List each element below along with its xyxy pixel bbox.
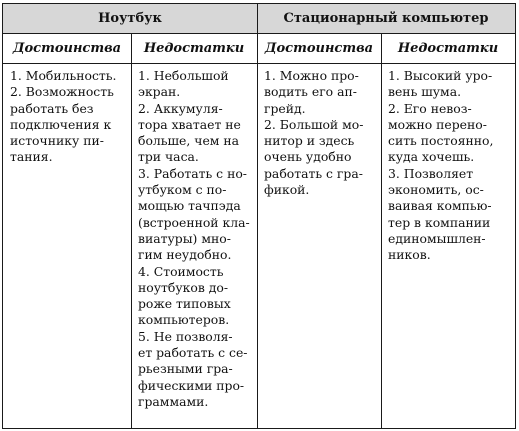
cell-laptop-cons <box>131 64 257 428</box>
cell-line: 4. Стоимость <box>138 263 224 279</box>
cell-line: ноутбуков до- <box>138 279 229 295</box>
subheader-laptop-cons: Недостатки <box>143 41 245 56</box>
cell-line: экран. <box>138 84 181 100</box>
cell-line: куда хочешь. <box>388 149 475 165</box>
cell-line: 1. Небольшой <box>138 68 229 83</box>
cell-line: экономить, ос- <box>388 182 484 198</box>
cell-desktop-cons <box>381 64 515 428</box>
cell-line: фикой. <box>264 182 310 198</box>
cell-line: 3. Позволяет <box>388 165 474 181</box>
cell-line: тания. <box>10 149 53 165</box>
cell-line: тора хватает не <box>138 116 241 132</box>
cell-line: рьезными гра- <box>138 361 233 377</box>
group-header-laptop: Ноутбук <box>98 11 162 26</box>
cell-line: больше, чем на <box>138 133 240 149</box>
cell-line: подключения к <box>10 116 112 132</box>
group-header-row <box>3 4 515 34</box>
cell-line: виатуры) мно- <box>138 230 231 246</box>
subheader-row <box>3 34 515 64</box>
cell-line: 1. Можно про- <box>264 68 359 83</box>
group-header-desktop: Стационарный компьютер <box>283 11 489 26</box>
cell-line: вень шума. <box>388 84 462 100</box>
cell-line: три часа. <box>138 149 199 165</box>
cell-line: нитор и здесь <box>264 133 355 149</box>
cell-line: водить его ап- <box>264 84 357 100</box>
cell-line: 5. Не позволя- <box>138 328 233 344</box>
cell-line: мощью тачпэда <box>138 198 241 214</box>
cell-line: роже типовых <box>138 296 231 312</box>
subheader-desktop-cons: Недостатки <box>397 41 499 56</box>
cell-line: граммами. <box>138 393 209 409</box>
cell-line: (встроенной кла- <box>138 214 250 230</box>
subheader-desktop-pros: Достоинства <box>264 41 374 56</box>
cell-line: 1. Мобильность. <box>10 68 117 83</box>
cell-line: ников. <box>388 247 431 263</box>
cell-line: гим неудобно. <box>138 247 232 263</box>
cell-laptop-pros <box>3 64 131 428</box>
cell-line: фическими про- <box>138 377 245 393</box>
cell-line: работать с гра- <box>264 165 363 181</box>
cell-line: грейд. <box>264 100 306 116</box>
cell-line: единомышлен- <box>388 230 486 246</box>
cell-line: работать без <box>10 100 94 116</box>
cell-line: ваивая компью- <box>388 198 492 214</box>
cell-line: можно перено- <box>388 116 487 132</box>
comparison-table <box>2 3 516 429</box>
cell-line: ет работать с се- <box>138 345 248 361</box>
cell-line: источнику пи- <box>10 133 104 149</box>
cell-line: 2. Аккумуля- <box>138 100 223 116</box>
cell-line: сить постоянно, <box>388 133 494 149</box>
cell-line: утбуком с по- <box>138 182 227 198</box>
cell-line: 2. Большой мо- <box>264 116 364 132</box>
cell-line: компьютеров. <box>138 312 230 328</box>
cell-line: 2. Его невоз- <box>388 100 472 116</box>
cell-line: очень удобно <box>264 149 352 165</box>
cell-line: тер в компании <box>388 214 491 230</box>
cell-desktop-pros <box>257 64 381 428</box>
cell-line: 3. Работать с но- <box>138 165 247 181</box>
subheader-laptop-pros: Достоинства <box>12 41 122 56</box>
cell-line: 2. Возможность <box>10 84 114 100</box>
cell-line: 1. Высокий уро- <box>388 68 493 83</box>
